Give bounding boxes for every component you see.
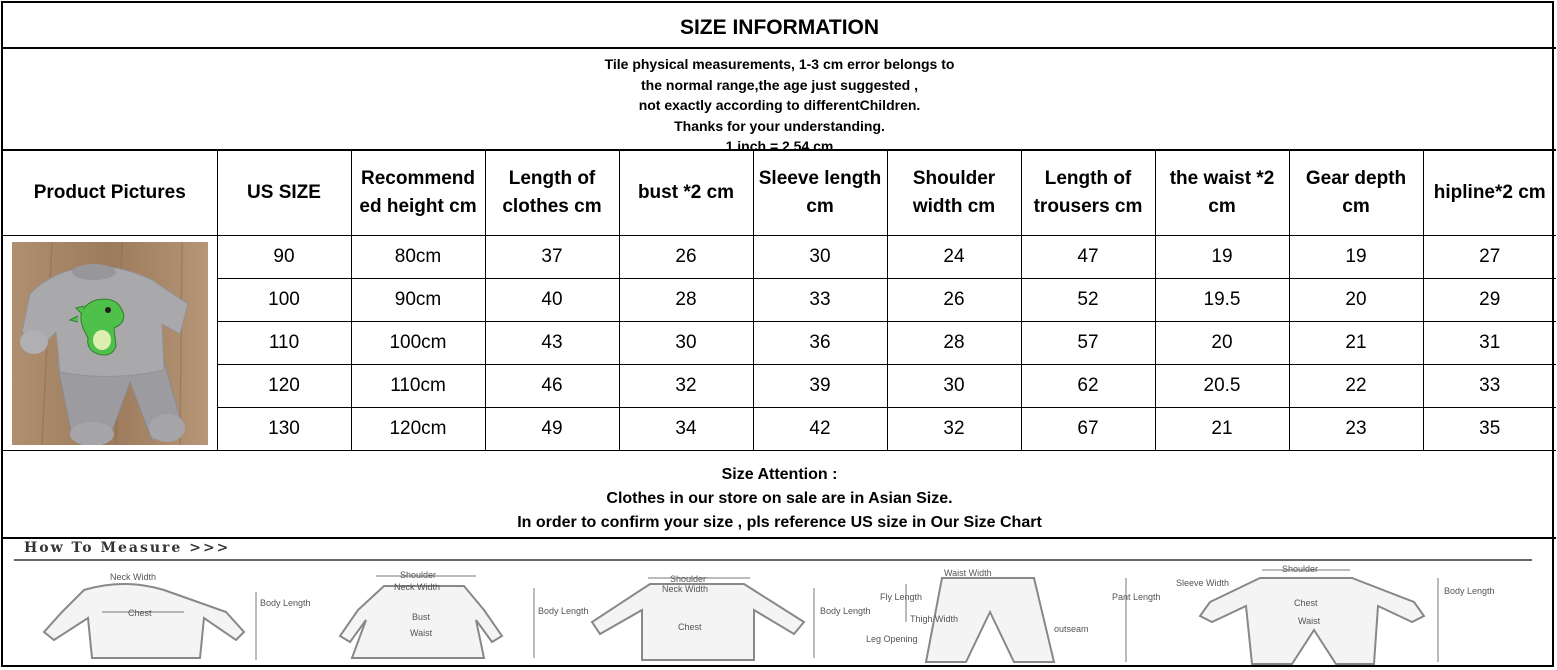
table-cell: 42	[753, 408, 887, 451]
table-cell: 36	[753, 322, 887, 365]
table-cell: 29	[1423, 279, 1556, 322]
table-cell: 43	[485, 322, 619, 365]
table-cell: 120	[217, 365, 351, 408]
table-cell: 100cm	[351, 322, 485, 365]
table-cell: 20	[1289, 279, 1423, 322]
diagram-label: Shoulder	[670, 574, 707, 584]
table-cell: 22	[1289, 365, 1423, 408]
table-cell: 32	[887, 408, 1021, 451]
product-photo	[12, 242, 208, 445]
diagram-label: Fly Length	[880, 592, 923, 602]
diagram-label: Body Length	[820, 606, 871, 616]
diagram-label: Chest	[678, 622, 702, 632]
note-line: Thanks for your understanding.	[674, 117, 885, 134]
table-cell: 26	[619, 236, 753, 279]
note-line: not exactly according to differentChildren.	[638, 97, 921, 113]
note-line: Tile physical measurements, 1-3 cm error belongs to	[604, 56, 955, 72]
table-cell: 20.5	[1155, 365, 1289, 408]
product-photo-cell	[3, 236, 217, 451]
table-cell: 80cm	[351, 236, 485, 279]
table-cell: 40	[485, 279, 619, 322]
size-attention	[3, 455, 1556, 539]
table-cell: 35	[1423, 408, 1556, 451]
table-cell: 28	[619, 279, 753, 322]
table-cell: 28	[887, 322, 1021, 365]
column-header: Length of trousers cm	[1021, 151, 1155, 236]
table-cell: 57	[1021, 322, 1155, 365]
diagram-label: Leg Opening	[866, 634, 918, 644]
table-cell: 19	[1289, 236, 1423, 279]
table-cell: 19.5	[1155, 279, 1289, 322]
column-header: bust *2 cm	[619, 151, 753, 236]
diagram-label: Neck Width	[394, 582, 441, 592]
attention-line: Clothes in our store on sale are in Asian Size.	[606, 490, 953, 507]
table-cell: 33	[1423, 365, 1556, 408]
attention-line: In order to confirm your size , pls reference US size in Our Size Chart	[517, 514, 1042, 531]
table-cell: 21	[1289, 322, 1423, 365]
table-cell: 100	[217, 279, 351, 322]
table-cell: 33	[753, 279, 887, 322]
table-row	[3, 365, 1556, 408]
table-cell: 21	[1155, 408, 1289, 451]
table-cell: 52	[1021, 279, 1155, 322]
table-cell: 23	[1289, 408, 1423, 451]
note-line: the normal range,the age just suggested ,	[641, 76, 918, 93]
table-cell: 90cm	[351, 279, 485, 322]
table-cell: 90	[217, 236, 351, 279]
table-cell: 62	[1021, 365, 1155, 408]
note-line: 1 inch = 2.54 cm	[725, 138, 834, 154]
diagram-label: Body Length	[538, 606, 589, 616]
diagram-label: Body Length	[1444, 586, 1495, 596]
column-header: hipline*2 cm	[1423, 151, 1556, 236]
table-cell: 34	[619, 408, 753, 451]
column-header: Length of clothes cm	[485, 151, 619, 236]
diagram-label: Thigh Width	[910, 614, 959, 624]
diagram-label: Pant Length	[1112, 592, 1161, 602]
table-cell: 49	[485, 408, 619, 451]
table-cell: 130	[217, 408, 351, 451]
size-table	[3, 151, 1556, 451]
diagram-label: Shoulder	[1282, 564, 1319, 574]
table-cell: 20	[1155, 322, 1289, 365]
diagram-label: outseam	[1054, 624, 1089, 634]
table-cell: 47	[1021, 236, 1155, 279]
measurement-note	[3, 49, 1556, 154]
measure-diagrams	[14, 540, 1534, 665]
diagram-label: Body Length	[260, 598, 311, 608]
column-header: the waist *2 cm	[1155, 151, 1289, 236]
diagram-label: Waist	[410, 628, 433, 638]
table-cell: 26	[887, 279, 1021, 322]
table-row	[3, 236, 1556, 279]
table-cell: 30	[753, 236, 887, 279]
diagram-label: Sleeve Width	[1176, 578, 1230, 588]
diagram-label: Chest	[128, 608, 152, 618]
column-header: Shoulder width cm	[887, 151, 1021, 236]
table-cell: 37	[485, 236, 619, 279]
column-header: US SIZE	[217, 151, 351, 236]
table-row	[3, 322, 1556, 365]
table-cell: 24	[887, 236, 1021, 279]
table-cell: 27	[1423, 236, 1556, 279]
diagram-label: Bust	[412, 612, 431, 622]
dinosaur-pajama-image	[12, 242, 208, 445]
diagram-label: Waist Width	[944, 568, 992, 578]
table-row	[3, 408, 1556, 451]
table-cell: 120cm	[351, 408, 485, 451]
table-cell: 19	[1155, 236, 1289, 279]
table-cell: 110	[217, 322, 351, 365]
column-header: Gear depth cm	[1289, 151, 1423, 236]
column-header: Recommend ed height cm	[351, 151, 485, 236]
table-cell: 31	[1423, 322, 1556, 365]
table-cell: 30	[887, 365, 1021, 408]
diagram-label: Chest	[1294, 598, 1318, 608]
diagram-label: Neck Width	[662, 584, 709, 594]
diagram-label: Waist	[1298, 616, 1321, 626]
diagram-label: Shoulder	[400, 570, 437, 580]
table-header-row	[3, 151, 1556, 236]
how-to-measure	[14, 540, 1534, 665]
page-title: SIZE INFORMATION	[3, 3, 1556, 49]
table-cell: 30	[619, 322, 753, 365]
how-to-measure-heading: How To Measure >>>	[24, 540, 231, 556]
table-cell: 110cm	[351, 365, 485, 408]
romper-diagram	[44, 584, 256, 660]
table-cell: 46	[485, 365, 619, 408]
table-cell: 32	[619, 365, 753, 408]
table-cell: 39	[753, 365, 887, 408]
table-row	[3, 279, 1556, 322]
diagram-label: Neck Width	[110, 572, 157, 582]
column-header: Sleeve length cm	[753, 151, 887, 236]
column-header: Product Pictures	[3, 151, 217, 236]
table-cell: 67	[1021, 408, 1155, 451]
attention-heading: Size Attention :	[721, 466, 838, 483]
